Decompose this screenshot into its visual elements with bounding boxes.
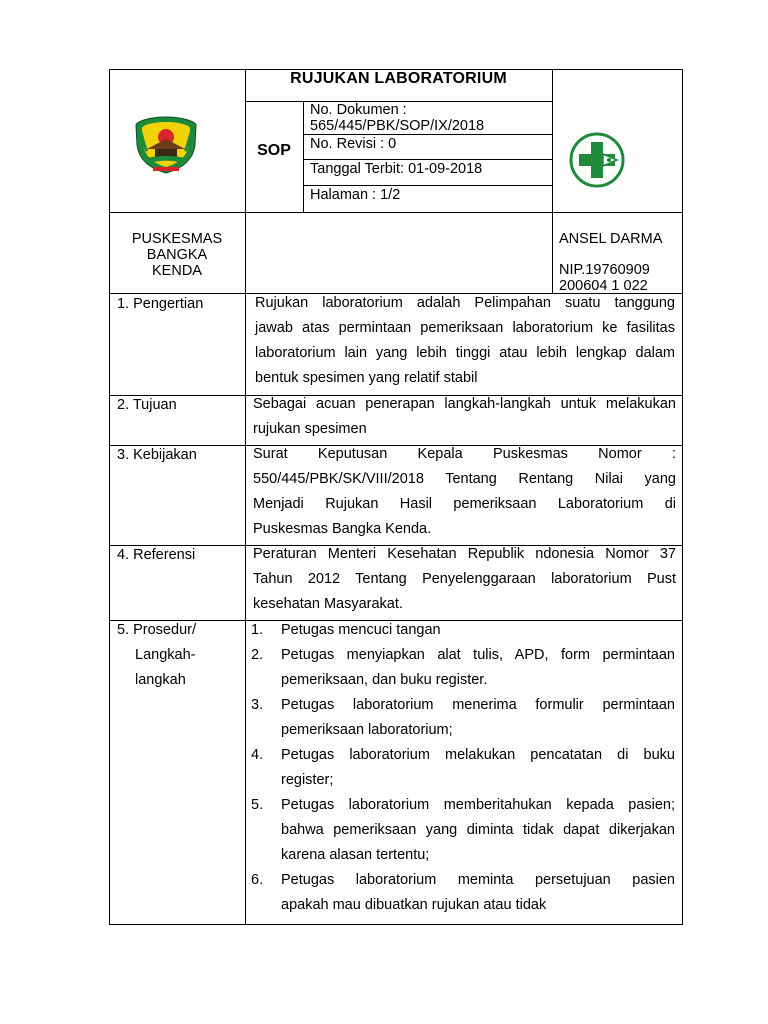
text-line: apakah mau dibuatkan rujukan atau tidak	[281, 897, 547, 913]
step-number: 5.	[251, 797, 264, 813]
text-line: Petugas menyiapkan alat tulis, APD, form permintaan	[281, 647, 675, 663]
section-text-tujuan	[253, 392, 676, 442]
text-line: bahwa pemeriksaan yang diminta tidak dapat dikerjakan	[281, 822, 675, 838]
text-line: jawab atas permintaan pemeriksaan laboratorium ke fasilitas	[255, 320, 675, 336]
list-item	[251, 618, 675, 643]
organization-name-line: PUSKESMAS	[131, 231, 223, 247]
revision-number: No. Revisi : 0	[310, 136, 397, 152]
step-number: 1.	[251, 622, 264, 638]
procedure-label-line: langkah	[135, 672, 186, 688]
text-line: Rujukan laboratorium adalah Pelimpahan suatu tanggung	[255, 295, 675, 311]
text-line: kesehatan Masyarakat.	[253, 596, 403, 612]
organization-name-line: BANGKA	[146, 247, 208, 263]
text-line: Menjadi Rujukan Hasil pemeriksaan Laboratorium di	[253, 496, 676, 512]
head-nip-line: 200604 1 022	[559, 278, 648, 294]
page-number: Halaman : 1/2	[310, 187, 401, 203]
text-line: karena alasan tertentu;	[281, 847, 430, 863]
publish-date: Tanggal Terbit: 01-09-2018	[310, 161, 483, 177]
label-column-divider	[245, 69, 246, 925]
text-line: Petugas laboratorium menerima formulir permintaan	[281, 697, 675, 713]
step-number: 6.	[251, 872, 264, 888]
section-label-prosedur	[117, 618, 196, 693]
head-nip	[559, 262, 650, 294]
step-number: 4.	[251, 747, 264, 763]
date-divider	[303, 185, 552, 186]
section-text-referensi	[253, 542, 676, 617]
regency-emblem-icon	[133, 115, 199, 175]
organization-name-line: KENDA	[152, 263, 202, 279]
text-line: Petugas laboratorium meminta persetujuan pasien	[281, 872, 675, 888]
list-item	[251, 868, 675, 918]
revision-divider	[303, 159, 552, 160]
sop-label: SOP	[257, 142, 291, 159]
section-label-pengertian: 1. Pengertian	[117, 296, 204, 312]
header-divider	[109, 212, 683, 213]
text-line: Tahun 2012 Tentang Penyelenggaraan laboratorium Pust	[253, 571, 676, 587]
list-item	[251, 693, 675, 743]
step-number: 3.	[251, 697, 264, 713]
text-line: register;	[281, 772, 334, 788]
section-label-referensi: 4. Referensi	[117, 547, 196, 563]
section-text-pengertian	[255, 291, 675, 391]
list-item	[251, 743, 675, 793]
text-line: pemeriksaan laboratorium;	[281, 722, 453, 738]
docno-divider	[303, 134, 552, 135]
text-line: Sebagai acuan penerapan langkah-langkah untuk melakukan	[253, 396, 676, 412]
section-text-kebijakan	[253, 442, 676, 542]
list-item	[251, 643, 675, 693]
text-line: Petugas laboratorium memberitahukan kepada pasien;	[281, 797, 675, 813]
head-name: ANSEL DARMA	[559, 231, 663, 247]
head-nip-line: NIP.19760909	[559, 262, 650, 278]
document-title: RUJUKAN LABORATORIUM	[290, 70, 507, 87]
text-line: laboratorium lain yang lebih tinggi atau lebih lengkap dalam	[255, 345, 675, 361]
procedure-steps	[251, 618, 675, 918]
text-line: Puskesmas Bangka Kenda.	[253, 521, 432, 537]
procedure-label-line: Langkah-	[135, 647, 196, 663]
document-number-label: No. Dokumen :	[310, 102, 407, 118]
text-line: Petugas laboratorium melakukan pencatatan di buku	[281, 747, 675, 763]
right-logo-divider	[552, 69, 553, 293]
sop-divider	[303, 101, 304, 212]
list-item	[251, 793, 675, 868]
table-border-right	[682, 69, 683, 925]
section-label-tujuan: 2. Tujuan	[117, 397, 177, 413]
text-line: Surat Keputusan Kepala Puskesmas Nomor :	[253, 446, 676, 462]
table-border-left	[109, 69, 110, 925]
step-number: 2.	[251, 647, 264, 663]
puskesmas-cross-icon	[569, 132, 625, 188]
procedure-label-line: 5. Prosedur/	[117, 622, 196, 638]
table-border-bottom	[109, 924, 683, 925]
document-number-value: 565/445/PBK/SOP/IX/2018	[310, 118, 485, 134]
text-line: bentuk spesimen yang relatif stabil	[255, 370, 478, 386]
text-line: Peraturan Menteri Kesehatan Republik ndonesia Nomor 37	[253, 546, 676, 562]
text-line: pemeriksaan, dan buku register.	[281, 672, 488, 688]
section-label-kebijakan: 3. Kebijakan	[117, 447, 197, 463]
text-line: rujukan spesimen	[253, 421, 367, 437]
organization-name	[109, 231, 245, 279]
text-line: Petugas mencuci tangan	[281, 622, 441, 638]
text-line: 550/445/PBK/SK/VIII/2018 Tentang Rentang Nilai yang	[253, 471, 676, 487]
